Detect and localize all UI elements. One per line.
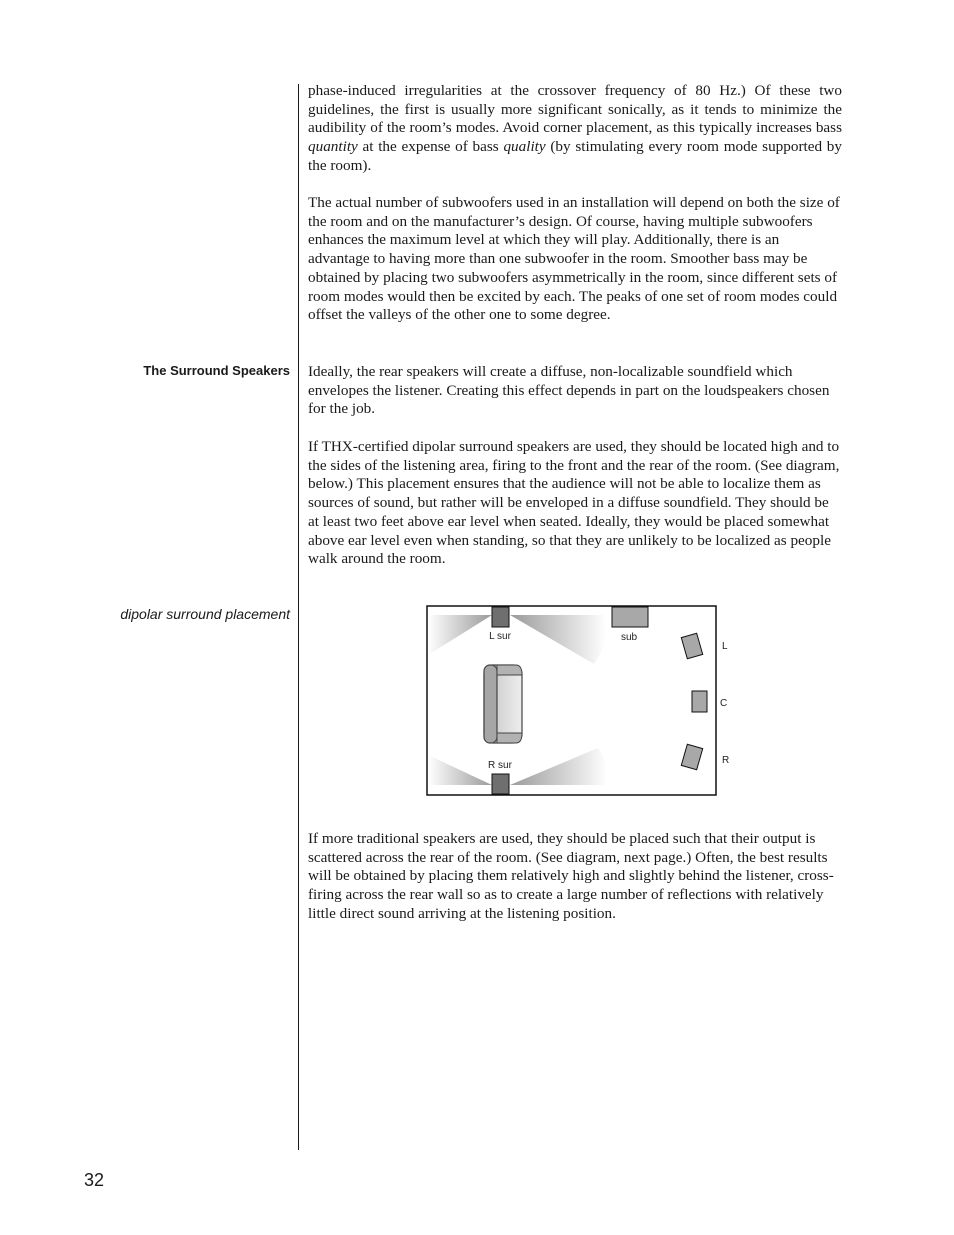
section-heading-surround-speakers: The Surround Speakers: [143, 363, 290, 378]
figure-caption: dipolar surround placement: [120, 606, 290, 622]
margin-rule: [298, 84, 299, 1150]
left-label: L: [722, 641, 728, 652]
paragraph-crossover-text-3: (by stimulating every room mode supported by the room).: [308, 138, 842, 174]
subwoofer-speaker: [612, 607, 648, 627]
paragraph-subwoofers: The actual number of subwoofers used in an installation will depend on both the size of the room and on the manufacturer’s design. Of course, having multiple subwoofers enhances the maximum level at which they will play. Additionally, there is an advantage to having more than one subwoofer in the room. Smoother bass may be obtained by placing two subwoofers asymmetrically in the room, since different sets of room modes would then be excited by each. The peaks of one set of room modes could offset the valleys of the other one to some degree.: [308, 194, 840, 324]
paragraph-traditional: If more traditional speakers are used, they should be placed such that their output is scattered across the rear of the room. (See diagram, next page.) Often, the best results will be obtained by placing them relatively high and slightly behind the listener, cross-firing across the rear wall so as to create a large number of reflections with relatively little direct sound arriving at the listening position.: [308, 830, 834, 922]
dipolar-placement-diagram: [426, 605, 730, 799]
emphasis-quantity: quantity: [308, 138, 358, 156]
sub-label: sub: [620, 632, 638, 643]
center-label: C: [720, 698, 728, 709]
emphasis-quality: quality: [503, 138, 546, 156]
center-speaker: [692, 691, 707, 712]
r-sur-speaker: [492, 774, 509, 794]
paragraph-crossover-text-1: phase-induced irregularities at the crossover frequency of 80 Hz.) Of these two guidelines, the first is usually more significant sonically, as it tends to minimize the audibility of the room’s modes. Avoid corner placement, as this typically increases bass: [308, 82, 842, 137]
listener-couch: [484, 665, 522, 743]
l-sur-label: L sur: [489, 631, 511, 642]
paragraph-crossover: [308, 82, 842, 176]
paragraph-dipolar: If THX-certified dipolar surround speakers are used, they should be located high and to the sides of the listening area, firing to the front and the rear of the room. (See diagram, below.) This placement ensures that the audience will not be able to localize them as sources of sound, but rather will be enveloped in a diffuse soundfield. They should be at least two feet above ear level when seated. Ideally, they would be placed somewhat above ear level even when standing, so that they are unlikely to be localized as people walk around the room.: [308, 438, 840, 568]
r-sur-label: R sur: [488, 760, 512, 771]
right-label: R: [722, 755, 730, 766]
paragraph-rear-speakers: Ideally, the rear speakers will create a diffuse, non-localizable soundfield which envelopes the listener. Creating this effect depends in part on the loudspeakers chosen for the job.: [308, 363, 830, 418]
paragraph-crossover-text-2: at the expense of bass: [357, 138, 504, 156]
l-sur-speaker: [492, 607, 509, 627]
page-number: 32: [84, 1170, 105, 1190]
